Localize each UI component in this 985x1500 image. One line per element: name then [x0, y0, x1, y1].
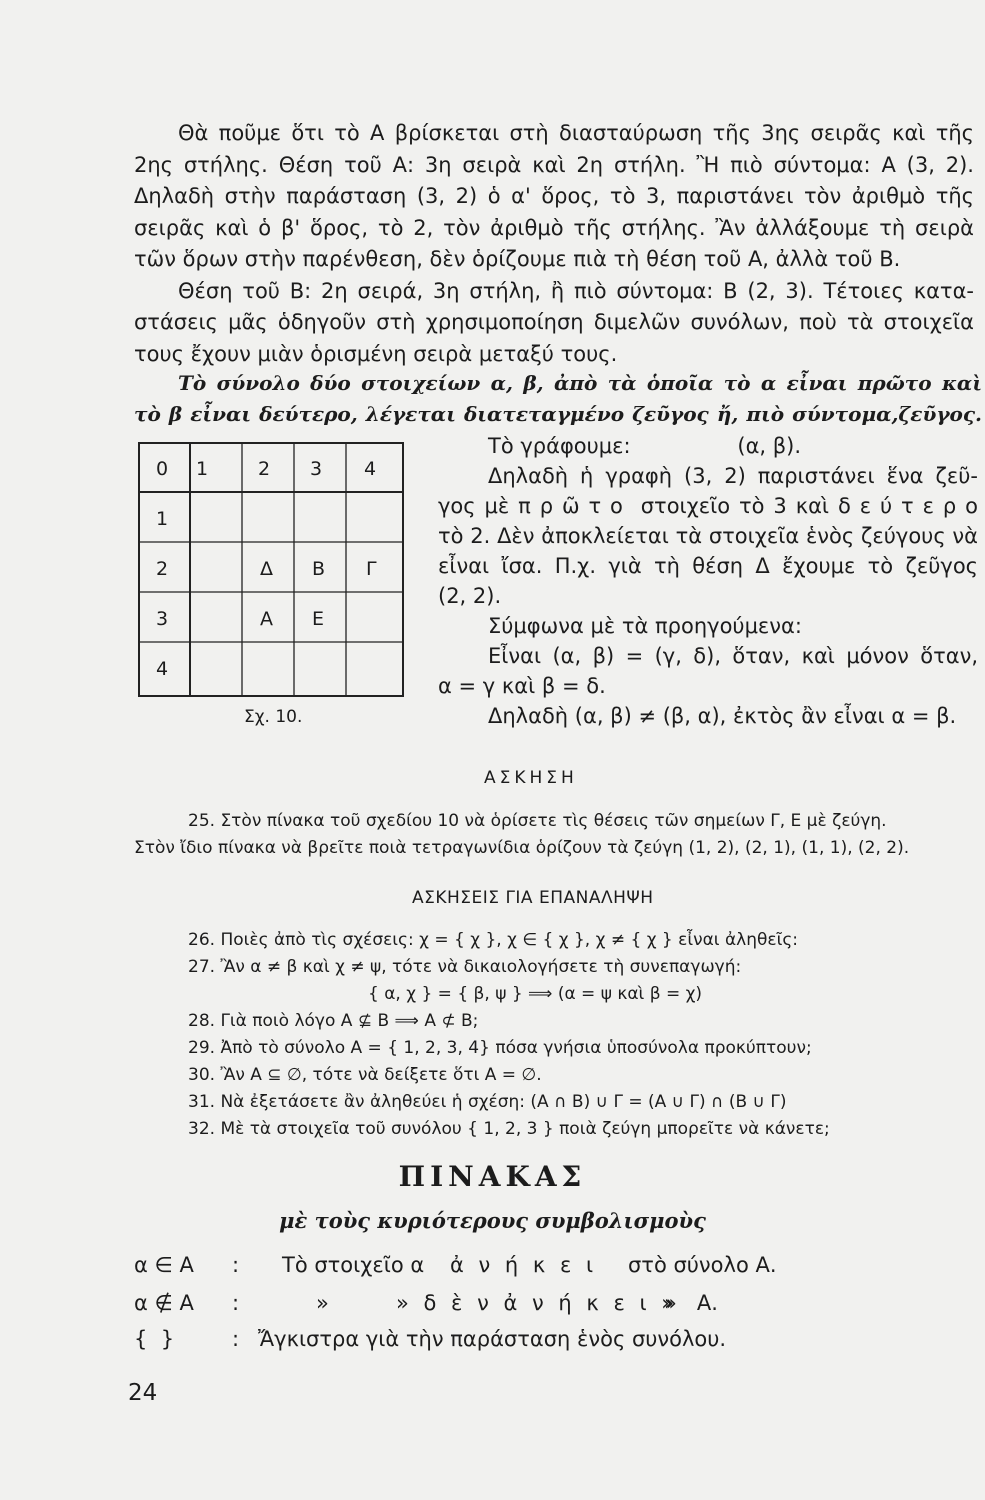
right-line: α = γ καὶ β = δ.	[438, 674, 606, 698]
review-line: 32. Μὲ τὰ στοιχεῖα τοῦ συνόλου { 1, 2, 3 } ποιὰ ζεύγη μπορεῖτε νὰ κάνετε;	[188, 1119, 830, 1139]
right-line: Τὸ γράφουμε: (α, β).	[488, 434, 802, 458]
symbol-row	[134, 1253, 974, 1285]
review-line: 31. Νὰ ἐξετάσετε ἂν ἀληθεύει ἡ σχέση: (Α ∩ Β) ∪ Γ = (Α ∪ Γ) ∩ (Β ∪ Γ)	[188, 1092, 787, 1112]
symbol-end: » Α.	[664, 1291, 718, 1315]
coordinate-grid-figure	[138, 442, 404, 697]
right-line: τὸ 2. Δὲν ἀποκλείεται τὰ στοιχεῖα ἑνὸς ζεύγους νὰ	[438, 524, 978, 548]
symbol-end: στὸ σύνολο Α.	[628, 1253, 777, 1277]
right-line: Εἶναι (α, β) = (γ, δ), ὅταν, καὶ μόνον ὅταν,	[488, 644, 978, 668]
table-title: ΠΙΝΑΚΑΣ	[398, 1160, 587, 1193]
symbol-text: Τὸ στοιχεῖο α	[282, 1253, 425, 1277]
symbol-text: Ἄγκιστρα γιὰ τὴν παράσταση ἑνὸς συνόλου.	[258, 1327, 727, 1351]
intro-line: στάσεις μᾶς ὁδηγοῦν στὴ χρησιμοποίηση διμελῶν συνόλων, ποὺ τὰ στοιχεῖα	[134, 310, 974, 334]
symbol-colon: :	[232, 1327, 240, 1351]
exercise-line: Στὸν ἴδιο πίνακα νὰ βρεῖτε ποιὰ τετραγωνίδια ὁρίζουν τὰ ζεύγη (1, 2), (2, 1), (1, 1), (2, 2).	[134, 838, 910, 858]
symbol-row	[134, 1291, 974, 1323]
grid-point-a: Α	[260, 608, 273, 630]
review-line: 26. Ποιὲς ἀπὸ τὶς σχέσεις: χ = { χ }, χ ∈ { χ }, χ ≠ { χ } εἶναι ἀληθεῖς:	[188, 930, 799, 950]
table-subtitle: μὲ τοὺς κυριότερους συμβολισμοὺς	[279, 1208, 706, 1233]
symbol: { }	[134, 1327, 175, 1351]
grid-row-label: 3	[156, 608, 169, 630]
grid-row-label: 2	[156, 558, 169, 580]
intro-paragraph	[134, 118, 974, 370]
grid-header-cell: 0	[156, 458, 169, 480]
right-line: γος μὲ π ρ ῶ τ ο στοιχεῖο τὸ 3 καὶ δ ε ύ τ ε ρ ο	[438, 494, 978, 518]
intro-line: τους ἔχουν μιὰν ὁρισμένη σειρὰ μεταξύ τους.	[134, 341, 618, 366]
definition-block	[134, 368, 982, 430]
symbol: α ∈ Α	[134, 1253, 194, 1277]
right-line: (2, 2).	[438, 584, 502, 608]
intro-line: σειρᾶς καὶ ὁ β' ὅρος, τὸ 2, τὸν ἀριθμὸ τῆς στήλης. Ἂν ἀλλάξουμε τὴ σειρὰ	[134, 215, 974, 240]
intro-line: Θὰ ποῦμε ὅτι τὸ Α βρίσκεται στὴ διασταύρωση τῆς 3ης σειρᾶς καὶ τῆς	[178, 121, 974, 145]
intro-line: τῶν ὅρων στὴν παρένθεση, δὲν ὁρίζουμε πιὰ τὴ θέση τοῦ Α, ἀλλὰ τοῦ Β.	[134, 247, 901, 271]
symbol-colon: :	[232, 1291, 240, 1315]
review-line: 27. Ἂν α ≠ β καὶ χ ≠ ψ, τότε νὰ δικαιολογήσετε τὴ συνεπαγωγή:	[188, 957, 742, 977]
grid-point-gamma: Γ	[366, 558, 377, 580]
definition-line: τὸ β εἶναι δεύτερο, λέγεται διατεταγμένο ζεῦγος ἤ, πιὸ σύντομα,ζεῦγος.	[134, 402, 982, 426]
exercise-line: 25. Στὸν πίνακα τοῦ σχεδίου 10 νὰ ὁρίσετε τὶς θέσεις τῶν σημείων Γ, Ε μὲ ζεύγη.	[188, 811, 887, 831]
right-line: Δηλαδὴ ἡ γραφὴ (3, 2) παριστάνει ἕνα ζεῦ-	[488, 464, 978, 488]
page-number: 24	[128, 1380, 158, 1406]
right-line: εἶναι ἴσα. Π.χ. γιὰ τὴ θέση Δ ἔχουμε τὸ ζεῦγος	[438, 554, 978, 578]
grid-header-cell: 1	[196, 458, 209, 480]
symbol-spaced: ἀ ν ή κ ε ι	[450, 1253, 598, 1277]
right-column-text	[438, 431, 978, 731]
right-line: Σύμφωνα μὲ τὰ προηγούμενα:	[488, 614, 802, 638]
grid-header-cell: 3	[310, 458, 323, 480]
exercise-block	[134, 808, 982, 862]
right-line: Δηλαδὴ (α, β) ≠ (β, α), ἐκτὸς ἂν εἶναι α = β.	[488, 704, 957, 728]
review-line: 28. Γιὰ ποιὸ λόγο Α ⊈ Β ⟹ Α ⊄ Β;	[188, 1011, 479, 1031]
grid-header-cell: 2	[258, 458, 271, 480]
review-heading: ΑΣΚΗΣΕΙΣ ΓΙΑ ΕΠΑΝΑΛΗΨΗ	[412, 888, 654, 908]
grid-row-label: 4	[156, 658, 169, 680]
intro-line: 2ης στήλης. Θέση τοῦ Α: 3η σειρὰ καὶ 2η στήλη. Ἢ πιὸ σύντομα: Α (3, 2).	[134, 152, 974, 177]
grid-point-e: Ε	[312, 608, 325, 630]
review-line: { α, χ } = { β, ψ } ⟹ (α = ψ καὶ β = χ)	[368, 984, 703, 1004]
symbol-colon: :	[232, 1253, 240, 1277]
symbol-spaced: » δ ὲ ν ἀ ν ή κ ε ι »	[396, 1291, 679, 1315]
review-line: 29. Ἀπὸ τὸ σύνολο Α = { 1, 2, 3, 4} πόσα γνήσια ὑποσύνολα προκύπτουν;	[188, 1038, 812, 1058]
review-exercises	[188, 927, 978, 1143]
intro-line: Δηλαδὴ στὴν παράσταση (3, 2) ὁ α' ὅρος, τὸ 3, παριστάνει τὸν ἀριθμὸ τῆς	[134, 184, 974, 208]
grid-point-delta: Δ	[260, 558, 273, 580]
definition-line: Τὸ σύνολο δύο στοιχείων α, β, ἀπὸ τὰ ὁποῖα τὸ α εἶναι πρῶτο καὶ	[178, 371, 982, 395]
symbol-row	[134, 1327, 974, 1359]
review-line: 30. Ἂν Α ⊆ ∅, τότε νὰ δείξετε ὅτι Α = ∅.	[188, 1065, 542, 1085]
intro-line: Θέση τοῦ Β: 2η σειρά, 3η στήλη, ἢ πιὸ σύντομα: Β (2, 3). Τέτοιες κατα-	[178, 278, 974, 303]
symbol: α ∉ Α	[134, 1291, 194, 1315]
symbol-text: »	[316, 1291, 329, 1315]
grid-point-b: Β	[312, 558, 326, 580]
grid-header-cell: 4	[364, 458, 377, 480]
figure-caption: Σχ. 10.	[244, 707, 303, 727]
exercise-heading: ΑΣΚΗΣΗ	[484, 768, 578, 788]
grid-row-label: 1	[156, 508, 169, 530]
